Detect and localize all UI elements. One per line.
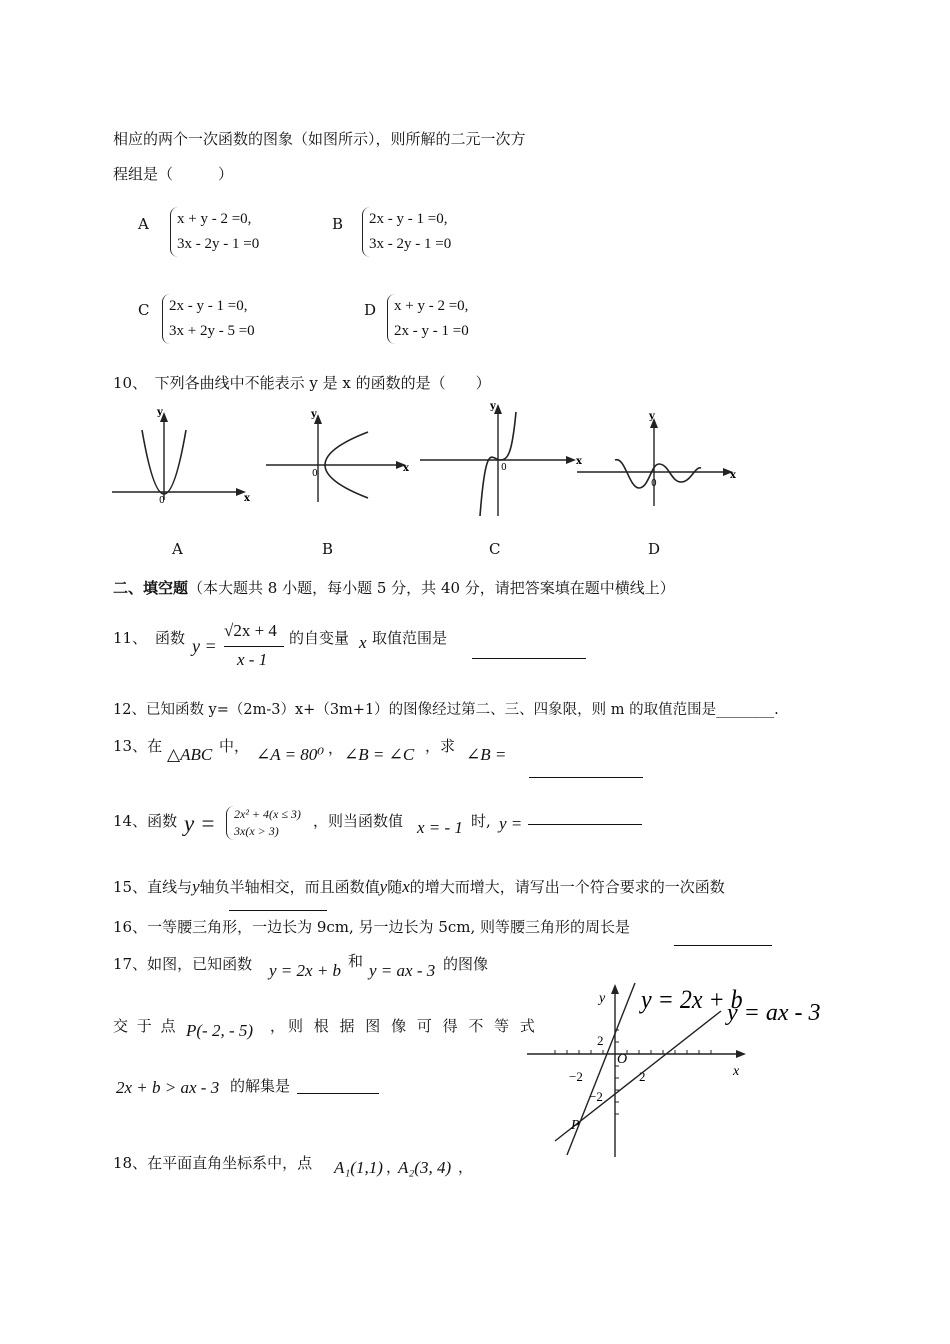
q13-mid: 中，	[219, 737, 250, 755]
option-b-eq2: 3x - 2y - 1 =0	[369, 236, 452, 252]
q15-y2: y	[379, 877, 388, 896]
q11-fraction-bar	[224, 646, 284, 647]
section-2-desc: （本大题共 8 小题，每小题 5 分，共 40 分，请把答案填在题中横线上）	[188, 579, 675, 597]
q18-end: ，	[458, 1158, 474, 1176]
q17-graph-origin: O	[617, 1052, 628, 1067]
option-c-label: C	[138, 301, 150, 319]
q11-numerator: √2x + 4	[224, 621, 277, 640]
graph-a-origin: 0	[159, 496, 165, 506]
q13-ask: ，求	[425, 737, 456, 755]
q11-var: x	[359, 633, 367, 652]
q18-pre: 18、在平面直角坐标系中，点	[113, 1154, 313, 1172]
q14-y: y =	[184, 811, 216, 836]
graph-a-y-label: y	[157, 407, 163, 418]
graph-d-y-label: y	[649, 411, 655, 422]
q15-answer-blank[interactable]	[229, 910, 327, 911]
option-d-eq2: 2x - y - 1 =0	[394, 323, 469, 339]
graph-c	[420, 398, 585, 518]
option-a-eq1: x + y - 2 =0,	[177, 211, 252, 227]
q17-line3-post: 的解集是	[230, 1077, 291, 1095]
graph-c-label: C	[489, 540, 501, 558]
q11-pre: 函数	[155, 629, 186, 647]
q14-time: 时,	[471, 812, 491, 830]
graph-a-x-label: x	[244, 493, 250, 504]
q15-text	[113, 876, 725, 897]
graph-b-label: B	[322, 540, 334, 558]
option-d-eq1: x + y - 2 =0,	[394, 298, 469, 314]
q13-angle-b: ∠B =	[466, 745, 507, 764]
q14-answer-label: y =	[499, 814, 523, 833]
q13-answer-blank[interactable]	[529, 777, 643, 778]
q12-text: 12、已知函数 y=（2m-3）x+（3m+1）的图像经过第二、三、四象限，则 m 的取值范围是________.	[113, 702, 779, 718]
q11-num: 11、	[113, 629, 148, 647]
option-c-eq2: 3x + 2y - 5 =0	[169, 323, 255, 339]
q17-graph-x-label: x	[733, 1064, 740, 1079]
option-b-eq1: 2x - y - 1 =0,	[369, 211, 448, 227]
q11-answer-blank[interactable]	[472, 658, 586, 659]
q16-text: 16、一等腰三角形，一边长为 9cm, 另一边长为 5cm, 则等腰三角形的周长是	[113, 918, 631, 936]
q14-answer-blank[interactable]	[528, 824, 642, 825]
option-c-system	[162, 294, 255, 344]
q17-line2-pre: 交 于 点	[113, 1017, 178, 1035]
q17-post: 的图像	[443, 955, 489, 973]
graph-c-y-label: y	[490, 401, 496, 412]
q15-part-2: 轴负半轴相交，而且函数值	[199, 878, 380, 896]
q14-case-1: 2x² + 4(x ≤ 3)	[234, 807, 301, 821]
q17-graph-point-p: P	[571, 1118, 580, 1133]
q17-graph-tick-pos: 2	[639, 1069, 646, 1084]
q14-mid: ，则当函数值	[313, 812, 404, 830]
q16-answer-blank[interactable]	[674, 945, 772, 946]
q13-triangle: △ABC	[167, 745, 213, 764]
q18-point-a2: A₂(3, 4)	[398, 1158, 452, 1177]
q15-y: y	[192, 877, 200, 896]
q17-inequality: 2x + b > ax - 3	[116, 1078, 220, 1097]
q17-graph-tick-y-neg: −2	[589, 1089, 603, 1104]
option-b-label: B	[332, 215, 344, 233]
q18-point-a1: A₁(1,1)	[334, 1158, 383, 1177]
q11-post1: 的自变量	[289, 629, 350, 647]
q15-x: x	[402, 877, 410, 896]
graph-d	[577, 408, 742, 508]
graph-b-origin: 0	[312, 469, 318, 479]
graph-c-origin: 0	[501, 463, 507, 473]
q11-post2: 取值范围是	[372, 629, 448, 647]
q10-text: 10、 下列各曲线中不能表示 y 是 x 的函数的是（ ）	[113, 374, 491, 392]
option-d-label: D	[364, 301, 377, 319]
q17-graph-y-label: y	[599, 991, 606, 1006]
graph-d-origin: 0	[651, 479, 657, 489]
graph-a	[112, 407, 252, 506]
q15-part-1: 15、直线与	[113, 878, 193, 896]
q17-pre: 17、如图，已知函数	[113, 955, 253, 973]
q14-pre: 14、函数	[113, 812, 178, 830]
q15-part-4: 的增大而增大，请写出一个符合要求的一次函数	[409, 878, 725, 896]
q17-graph-line1-label: y = 2x + b	[641, 986, 743, 1015]
intro-line-2: 程组是（ ）	[113, 165, 234, 183]
q13-pre: 13、在	[113, 737, 163, 755]
q17-function-1: y = 2x + b	[269, 961, 342, 980]
q17-line2-post: ，则 根 据 图 像 可 得 不 等 式	[270, 1017, 538, 1035]
option-a-eq2: 3x - 2y - 1 =0	[177, 236, 260, 252]
graph-b-x-label: x	[403, 463, 409, 474]
q18-sep: ，	[386, 1158, 402, 1176]
option-d-system	[387, 294, 469, 344]
q13-angle-b-eq: ∠B = ∠C	[344, 745, 415, 764]
section-2-heading	[113, 577, 675, 598]
q14-condition: x = - 1	[417, 818, 463, 837]
q17-graph	[525, 975, 821, 1165]
intro-line-1: 相应的两个一次函数的图象（如图所示），则所解的二元一次方	[113, 130, 526, 148]
graph-d-x-label: x	[730, 470, 736, 481]
q11-y: y =	[192, 636, 217, 656]
option-a-system	[170, 207, 259, 257]
q13-comma: ，	[328, 739, 344, 757]
q14-case-2: 3x(x > 3)	[234, 824, 279, 838]
q17-function-2: y = ax - 3	[369, 961, 436, 980]
q17-and: 和	[348, 952, 364, 970]
q11-denominator: x - 1	[237, 650, 268, 669]
q13-angle-a: ∠A = 80⁰	[256, 745, 325, 764]
q14-piecewise	[226, 806, 301, 840]
section-2-title: 二、填空题	[113, 579, 189, 597]
option-b-system	[362, 207, 451, 257]
q17-point: P(- 2, - 5)	[186, 1021, 254, 1040]
q17-graph-line2-label: y = ax - 3	[727, 1000, 821, 1026]
graph-b-y-label: y	[311, 409, 317, 420]
q17-graph-tick-neg: −2	[569, 1069, 583, 1084]
option-c-eq1: 2x - y - 1 =0,	[169, 298, 248, 314]
option-a-label: A	[138, 215, 149, 233]
graph-a-label: A	[172, 540, 183, 558]
q15-part-3: 随	[387, 878, 403, 896]
q17-answer-blank[interactable]	[297, 1093, 379, 1094]
q17-graph-tick-y-pos: 2	[597, 1033, 604, 1048]
graph-d-label: D	[648, 540, 661, 558]
graph-c-x-label: x	[576, 456, 582, 467]
graph-b	[266, 408, 411, 503]
